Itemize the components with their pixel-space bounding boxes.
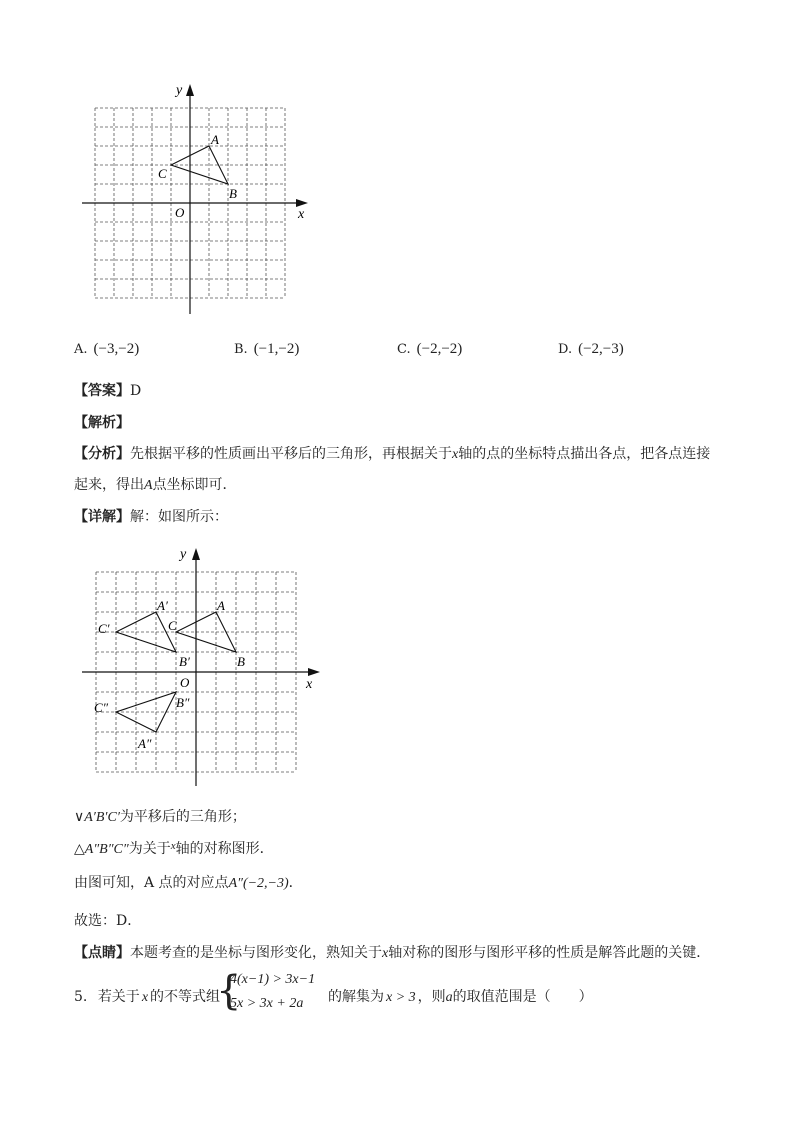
question-5 bbox=[74, 986, 220, 1006]
point-c-label: C bbox=[158, 166, 167, 181]
y-axis-arrow-2 bbox=[192, 548, 200, 560]
statement-3 bbox=[74, 872, 303, 892]
fenxi-line2-a: 起来，得出 bbox=[74, 477, 144, 493]
origin-label-2: O bbox=[180, 675, 190, 690]
s3-math: A″(−2,−3) bbox=[228, 876, 289, 891]
q5-text-c: 的解集为 bbox=[328, 989, 384, 1005]
dianjing-var: x bbox=[382, 946, 389, 961]
point-b2-label: B″ bbox=[176, 695, 190, 710]
point-b-label-2: B bbox=[237, 654, 245, 669]
option-c-value: (−2,−2) bbox=[416, 341, 463, 357]
s4-text: 故选：D． bbox=[74, 913, 142, 929]
option-b bbox=[234, 341, 299, 358]
q5-text-a: 若关于 bbox=[97, 989, 140, 1005]
q5-var: x bbox=[141, 990, 149, 1005]
brace-icon: { bbox=[216, 968, 242, 1014]
point-c2-label: C″ bbox=[94, 700, 109, 715]
origin-label: O bbox=[175, 205, 185, 220]
y-label-2: y bbox=[180, 547, 187, 562]
q5-var2: a bbox=[445, 990, 453, 1005]
dianjing-text-a: 本题考查的是坐标与图形变化，熟知关于 bbox=[130, 945, 382, 961]
s3-text: 由图可知，A 点的对应点 bbox=[74, 875, 229, 891]
detail-text: 解：如图所示： bbox=[130, 509, 228, 525]
option-a bbox=[74, 341, 139, 358]
analysis-tag: 【解析】 bbox=[74, 415, 130, 431]
x-axis-arrow-2 bbox=[308, 668, 320, 676]
inequality-2: 5x > 3x + 2a bbox=[230, 996, 304, 1011]
y-label: y bbox=[176, 83, 183, 98]
statement-4 bbox=[74, 910, 141, 930]
x-label: x bbox=[298, 207, 305, 222]
q5-text-e: 的取值范围是（ ） bbox=[452, 989, 593, 1005]
option-d-value: (−2,−3) bbox=[578, 341, 624, 357]
option-d bbox=[558, 341, 624, 358]
detail-tag: 【详解】 bbox=[74, 509, 130, 525]
s2-prefix: △ bbox=[74, 841, 85, 857]
fenxi-tag: 【分析】 bbox=[74, 446, 130, 462]
fenxi-line2-var: A bbox=[144, 478, 153, 493]
fenxi-line-2 bbox=[74, 474, 237, 494]
fenxi-var: x bbox=[452, 447, 459, 462]
s1-prefix: ∨ bbox=[74, 809, 85, 825]
q5-cond: x > 3 bbox=[386, 990, 416, 1005]
option-a-letter: A. bbox=[74, 342, 88, 357]
dianjing-line bbox=[74, 942, 710, 962]
option-b-letter: B. bbox=[234, 342, 248, 357]
s2-var: x bbox=[170, 840, 176, 852]
answer-line bbox=[74, 380, 141, 400]
point-a-label-2: A bbox=[217, 598, 225, 613]
fenxi-line2-b: 点坐标即可． bbox=[152, 477, 237, 493]
point-b1-label: B′ bbox=[179, 654, 190, 669]
s2-text-b: 轴的对称图形． bbox=[175, 841, 274, 857]
fenxi-text-a: 先根据平移的性质画出平移后的三角形，再根据关于 bbox=[130, 446, 452, 462]
option-d-letter: D. bbox=[558, 342, 573, 357]
s2-text-a: 为关于 bbox=[128, 841, 171, 857]
option-b-value: (−1,−2) bbox=[253, 341, 300, 357]
x-axis-arrow bbox=[296, 199, 308, 207]
statement-2 bbox=[74, 838, 274, 858]
s2-math: A″B″C″ bbox=[84, 842, 129, 857]
q5-text-d: ，则 bbox=[417, 989, 446, 1005]
coordinate-figure-2 bbox=[72, 540, 332, 790]
x-label-2: x bbox=[306, 677, 313, 692]
s1-math: A′B′C′ bbox=[84, 810, 120, 825]
answer-tag: 【答案】 bbox=[74, 383, 130, 399]
y-axis-arrow bbox=[186, 84, 194, 96]
triangle-abc bbox=[171, 146, 228, 184]
point-a-label: A bbox=[211, 132, 219, 147]
point-c1-label: C′ bbox=[98, 621, 110, 636]
coordinate-figure-1 bbox=[70, 78, 320, 318]
option-a-value: (−3,−2) bbox=[93, 341, 140, 357]
answer-text: D bbox=[130, 383, 142, 399]
q5-num: 5. bbox=[74, 989, 88, 1005]
q5-text-b: 的不等式组 bbox=[150, 989, 221, 1005]
analysis-heading bbox=[74, 412, 130, 432]
dianjing-tag: 【点睛】 bbox=[74, 945, 130, 961]
detail-line bbox=[74, 506, 228, 526]
option-c bbox=[397, 341, 462, 358]
point-b-label: B bbox=[229, 186, 237, 201]
point-a1-label: A′ bbox=[157, 598, 168, 613]
fenxi-text-b: 轴的点的坐标特点描出各点，把各点连接 bbox=[458, 446, 711, 462]
statement-1 bbox=[74, 806, 246, 826]
dianjing-text-b: 轴对称的图形与图形平移的性质是解答此题的关键． bbox=[388, 945, 711, 961]
point-a2-label: A″ bbox=[138, 736, 152, 751]
s1-text: 为平移后的三角形； bbox=[119, 809, 246, 825]
option-c-letter: C. bbox=[397, 342, 411, 357]
s3-end: ． bbox=[288, 875, 303, 891]
inequality-1: 4(x−1) > 3x−1 bbox=[230, 972, 316, 987]
point-c-label-2: C bbox=[168, 618, 177, 633]
question-5-tail bbox=[328, 986, 593, 1006]
fenxi-line-1 bbox=[74, 443, 710, 463]
